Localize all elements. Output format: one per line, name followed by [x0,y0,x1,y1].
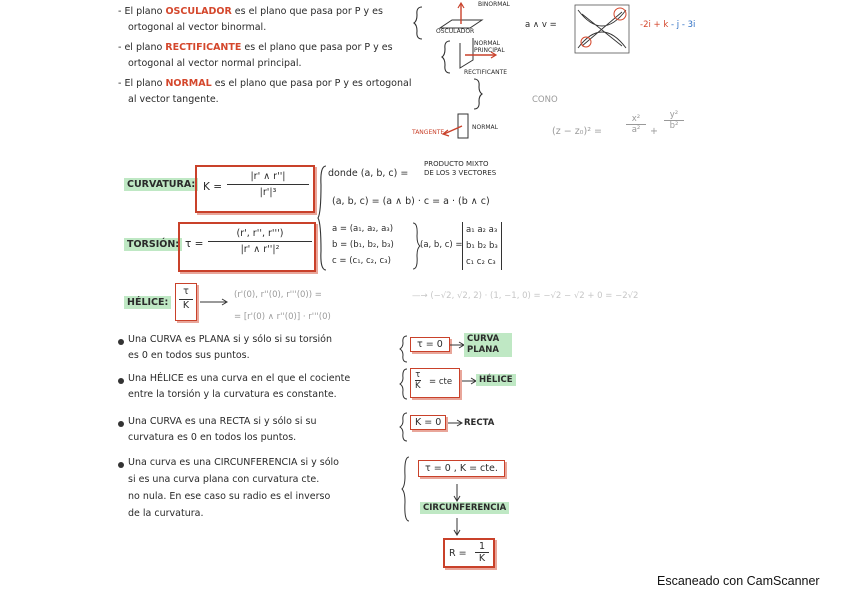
brace-triple-product [318,165,328,271]
bullet [118,421,124,427]
fact-1-line2: es 0 en todos sus puntos. [128,350,250,361]
triple-def: (a, b, c) = (a ∧ b) · c = a · (b ∧ c) [332,196,490,207]
fact-3-line2: curvatura es 0 en todos los puntos. [128,432,297,443]
fact-4-line1: Una curva es una CIRCUNFERENCIA si y sólo [128,457,339,468]
bullet [118,378,124,384]
triple-donde: donde (a, b, c) = [328,168,409,179]
curvatura-k: K = [203,181,223,193]
curvatura-fraction: |r' ∧ r''| |r'|³ [227,171,309,198]
bullet [118,462,124,468]
curvatura-formula-box [195,165,315,213]
fact-4-line2: si es una curva plana con curvatura cte. [128,474,320,485]
brace-fact-3 [400,412,408,442]
fact-2-line2: entre la torsión y la curvatura es constante. [128,389,337,400]
fact-4-radius-box: R = 1 K [443,538,495,568]
helice-arrow [200,298,230,308]
helice-label: HÉLICE: [124,296,171,309]
fact-1-box: τ = 0 [410,337,450,352]
fact-1-result: CURVA PLANA [464,333,512,357]
plane-osculador-line2: ortogonal al vector binormal. [128,22,267,33]
cono-label: CONO [532,95,558,105]
plane-osculador-line1: - El plano OSCULADOR es el plano que pasa por P y es [118,6,383,17]
bullet [118,339,124,345]
cono-eq-lhs: (z − z₀)² = [552,126,602,137]
fact-3-result: RECTA [464,418,495,428]
camscanner-footer: Escaneado con CamScanner [657,574,820,588]
torsion-fraction: (r', r'', r''') |r' ∧ r''|² [208,228,312,255]
triple-determinant: a₁ a₂ a₃ b₁ b₂ b₃ c₁ c₂ c₃ [462,222,502,270]
brace-fact-2 [400,368,408,400]
torsion-label: TORSIÓN: [124,238,182,251]
fact-4-arrow-down-2 [452,518,462,538]
plane-rectificante-line2: ortogonal al vector normal principal. [128,58,302,69]
cross-product-lhs: a ∧ v = [525,20,557,30]
curvatura-label: CURVATURA: [124,178,198,191]
torsion-formula-box [178,222,316,272]
brace-abc [412,222,420,270]
cono-t2: y² b² [664,110,684,131]
fact-1-line1: Una CURVA es PLANA si y sólo si su torsión [128,334,333,345]
fact-2-line1: Una HÉLICE es una curva en el que el cociente [128,373,351,384]
brace-normal [472,78,482,110]
label-binormal: BINORMAL [478,1,510,8]
cross-product-scribble [572,2,632,56]
brace-fact-4 [402,456,410,522]
triple-c: c = (c₁, c₂, c₃) [332,256,391,266]
brace-rectificante [442,40,452,74]
fact-2-box: τ K = cte [410,368,460,398]
cono-t1: x² a² [626,114,646,135]
cono-plus: + [650,126,658,137]
label-normal: NORMAL [472,124,499,131]
fact-3-arrow [448,418,464,428]
plane-normal-line1: - El plano NORMAL es el plano que pasa por P y es ortogonal [118,78,412,89]
brace-fact-1 [400,335,408,363]
torsion-t: τ = [185,238,204,250]
fact-4-box: τ = 0 , K = cte. [418,460,505,477]
triple-a: a = (a₁, a₂, a₃) [332,224,394,234]
fact-4-arrow-down-1 [452,484,462,504]
triple-det-lhs: (a, b, c) = [420,240,463,250]
label-osculador: OSCULADOR [436,28,475,35]
cross-product-result: -2i + k - j - 3i [640,20,696,30]
fact-4-result: CIRCUNFERENCIA [420,502,509,514]
fact-4-line3: no nula. En ese caso su radio es el inverso [128,491,331,502]
triple-b: b = (b₁, b₂, b₃) [332,240,394,250]
label-tangente: TANGENTE [412,129,445,136]
plane-normal-line2: al vector tangente. [128,94,219,105]
helice-gray-expr: —→ (−√2, √2, 2) · (1, −1, 0) = −√2 − √2 + 0 = −2√2 [412,291,639,301]
fact-4-line4: de la curvatura. [128,508,204,519]
brace-osculador [414,6,424,40]
helice-ratio-box: τ K [175,283,197,321]
label-rectificante: RECTIFICANTE [464,69,508,76]
helice-expr-top: (r'(0), r''(0), r'''(0)) = [234,290,322,300]
triple-note: PRODUCTO MIXTO DE LOS 3 VECTORES [424,160,497,177]
helice-expr-bottom: = [r'(0) ∧ r''(0)] · r'''(0) [234,312,331,322]
fact-3-box: K = 0 [410,415,446,430]
plane-rectificante-line1: - el plano RECTIFICANTE es el plano que pasa por P y es [118,42,393,53]
fact-2-result: HÉLICE [476,374,516,386]
label-normal-principal: NORMAL PRINCIPAL [474,40,505,54]
fact-3-line1: Una CURVA es una RECTA si y sólo si su [128,416,317,427]
